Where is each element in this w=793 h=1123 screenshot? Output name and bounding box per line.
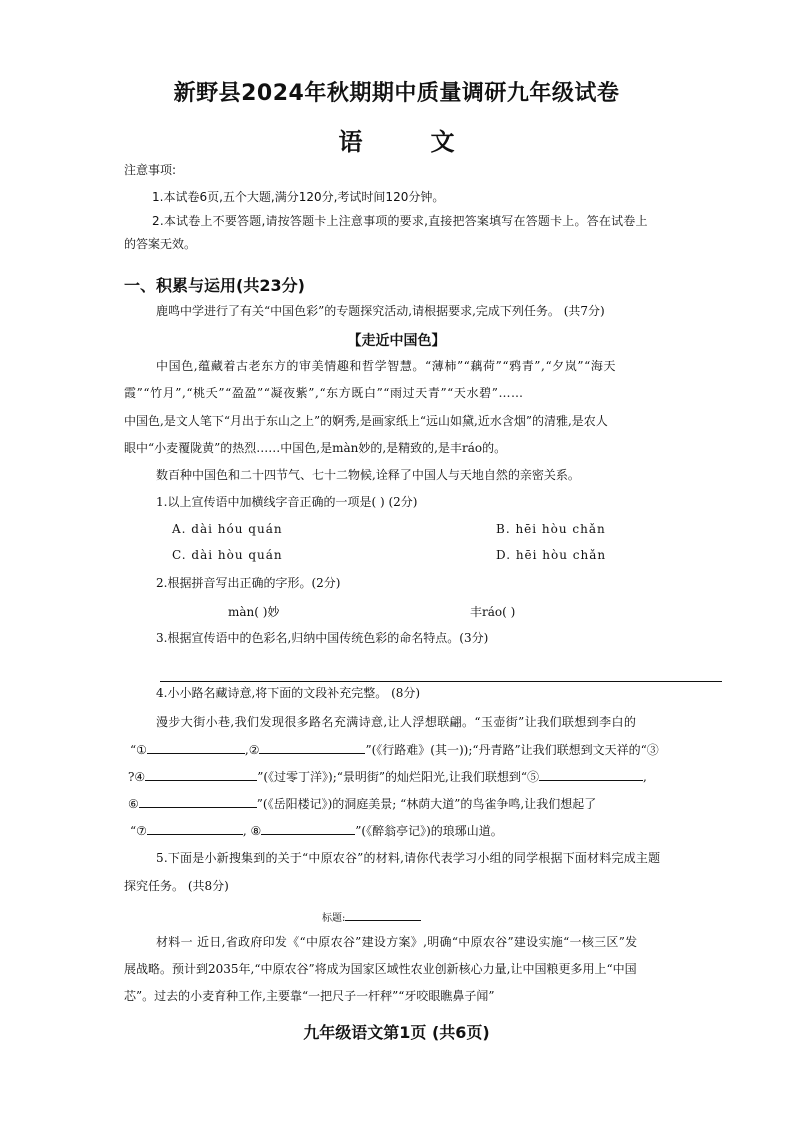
material-1-line-3: 芯”。过去的小麦育种工作,主要靠“一把尺子一杆秤”“牙咬眼瞧鼻子闻”: [124, 989, 495, 1003]
q4-line-3-comma: ,: [642, 770, 647, 784]
q2-blank-b: 丰ráo( ): [470, 605, 516, 619]
title-field: [322, 910, 421, 927]
q4-blank-4-label: ?④: [128, 770, 146, 784]
question-5-line-2: 探究任务。 (共8分): [124, 879, 229, 893]
q4-line-2: [130, 741, 659, 758]
q1-option-a: A. dài hóu quán: [172, 522, 283, 536]
q4-blank-7: [147, 822, 243, 835]
q4-line-3: [128, 768, 647, 785]
notes-item-2: 2.本试卷上不要答题,请按答题卡上注意事项的要求,直接把答案填写在答题卡上。答在试卷上: [152, 214, 648, 228]
question-5-line-1: 5.下面是小新搜集到的关于“中原农谷”的材料,请你代表学习小组的同学根据下面材料完成主题: [156, 851, 661, 865]
q4-blank-2: [259, 741, 365, 754]
exam-title: 新野县2024年秋期期中质量调研九年级试卷: [173, 81, 620, 106]
q1-option-c: C. dài hòu quán: [172, 548, 283, 562]
q4-blank-6-label: ⑥: [128, 797, 139, 811]
question-4: 4.小小路名藏诗意,将下面的文段补充完整。 (8分): [156, 686, 421, 700]
notes-item-1: 1.本试卷6页,五个大题,满分120分,考试时间120分钟。: [152, 190, 445, 204]
q4-line-5: [130, 822, 503, 839]
question-3: 3.根据宣传语中的色彩名,归纳中国传统色彩的命名特点。(3分): [156, 631, 489, 645]
material-1-line-1: 材料一 近日,省政府印发《“中原农谷”建设方案》,明确“中原农谷”建设实施“一核三区”发: [156, 935, 638, 949]
para-1-line-1: 中国色,蕴藏着古老东方的审美情趣和哲学智慧。“薄柿”“藕荷”“鸦青”,“夕岚”“海天: [156, 359, 617, 373]
q4-line-4: [128, 795, 596, 812]
page-footer: 九年级语文第1页 (共6页): [303, 1023, 490, 1042]
subject-char-1: 语: [338, 128, 363, 156]
q4-blank-1: [147, 741, 245, 754]
q4-blank-7-label: “⑦: [130, 824, 147, 838]
q4-blank-5: [539, 768, 643, 781]
q4-blank-2-label: ,②: [244, 743, 260, 757]
material-1-line-2: 展战略。预计到2035年,“中原农谷”将成为国家区域性农业创新核心力量,让中国粮更多用上“中国: [124, 962, 637, 976]
question-1: 1.以上宣传语中加横线字音正确的一项是( ) (2分): [156, 495, 418, 509]
q1-option-b: B. hēi hòu chǎn: [496, 522, 606, 536]
subject-char-2: 文: [430, 128, 455, 156]
q4-blank-6: [139, 795, 257, 808]
para-1-line-4: 眼中“小麦覆陇黄”的热烈……中国色,是màn妙的,是精致的,是丰ráo的。: [124, 441, 507, 455]
para-1-line-2: 霞”“竹月”,“桃夭”“盈盈”“凝夜紫”,“东方既白”“雨过天青”“天水碧”……: [124, 386, 524, 400]
para-2: 数百种中国色和二十四节气、七十二物候,诠释了中国人与天地自然的亲密关系。: [156, 468, 580, 482]
question-2: 2.根据拼音写出正确的字形。(2分): [156, 576, 341, 590]
q4-line-5-text: ”(《醉翁亭记》)的琅琊山道。: [355, 824, 503, 838]
q4-blank-8: [261, 822, 355, 835]
q4-line-1: 漫步大街小巷,我们发现很多路名充满诗意,让人浮想联翩。“玉壶街”让我们联想到李白的: [156, 715, 637, 729]
para-1-line-3: 中国色,是文人笔下“月出于东山之上”的婀秀,是画家纸上“远山如黛,近水含烟”的清雅,是农人: [124, 414, 608, 428]
notes-item-2-cont: 的答案无效。: [124, 237, 197, 251]
q4-line-4-text: ”(《岳阳楼记》)的洞庭美景; “林荫大道”的鸟雀争鸣,让我们想起了: [256, 797, 597, 811]
subject-heading: [0, 122, 793, 157]
notes-heading: 注意事项:: [124, 163, 177, 177]
section-1-subtitle: 【走近中国色】: [347, 333, 446, 349]
section-1-heading: 一、积累与运用(共23分): [124, 276, 305, 295]
section-1-intro: 鹿鸣中学进行了有关“中国色彩”的专题探究活动,请根据要求,完成下列任务。 (共7分): [156, 304, 605, 318]
q2-blank-a: màn( )妙: [228, 605, 280, 619]
q4-line-3-text: ”(《过零丁洋》);“景明街”的灿烂阳光,让我们联想到“⑤: [257, 770, 539, 784]
q4-line-2-text: ”(《行路难》(其一));“丹青路”让我们联想到文天祥的“③: [365, 743, 659, 757]
title-field-blank: [345, 910, 421, 921]
q4-blank-4: [145, 768, 257, 781]
q4-blank-1-label: “①: [130, 743, 147, 757]
q1-option-d: D. hēi hòu chǎn: [496, 548, 607, 562]
q3-answer-line: [160, 681, 722, 682]
title-field-label: 标题:: [322, 913, 346, 924]
q4-blank-8-label: , ⑧: [242, 824, 262, 838]
